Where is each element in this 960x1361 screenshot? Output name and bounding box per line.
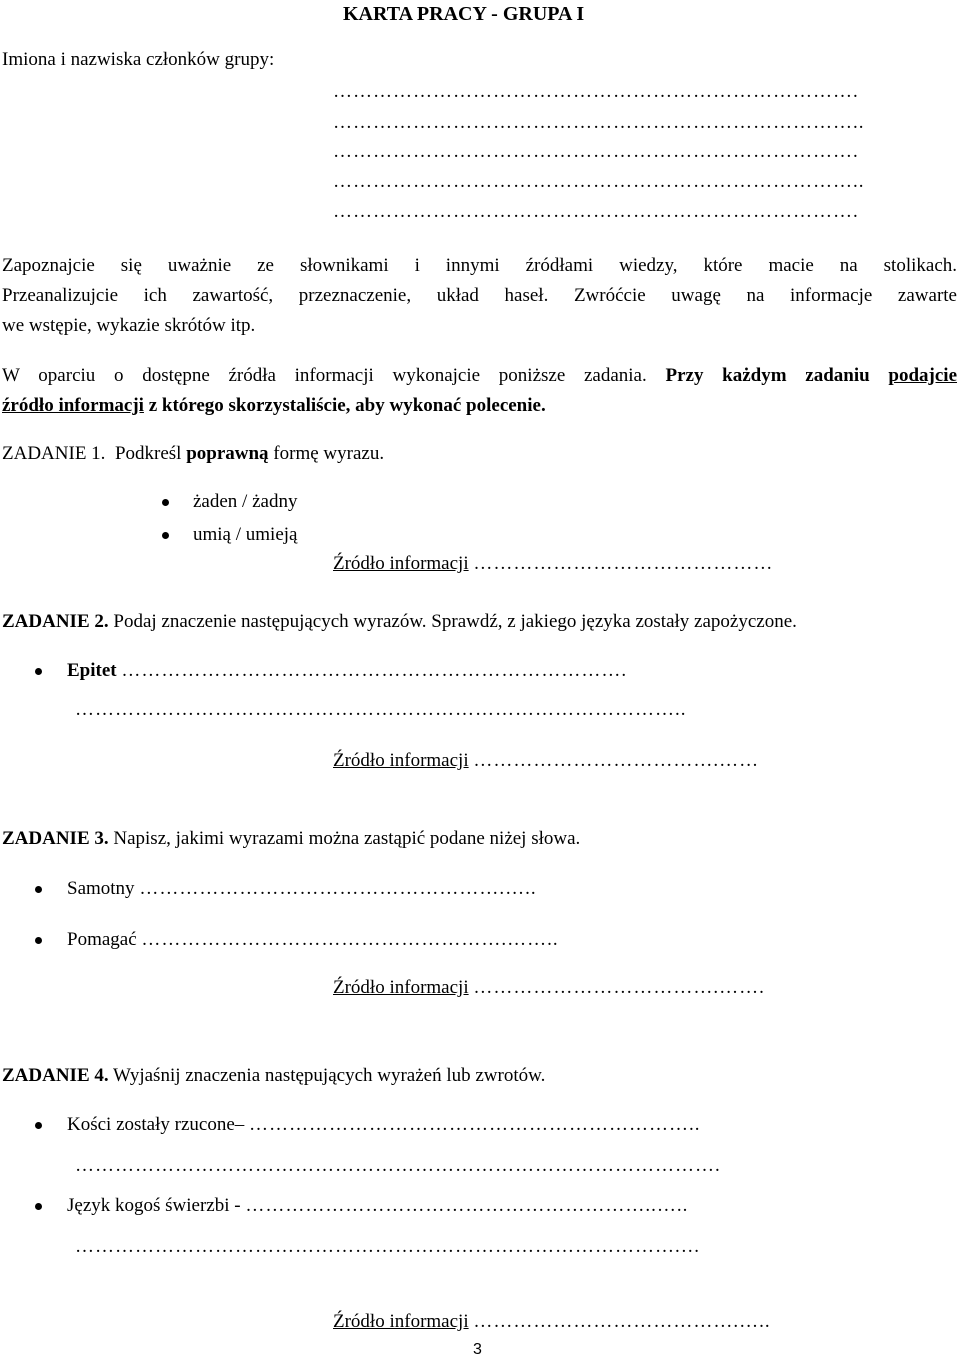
task2-text: Podaj znaczenie następujących wyrazów. Sprawdź, z jakiego języka zostały zapożyczone. xyxy=(113,611,797,632)
task2-source xyxy=(333,751,759,770)
task2-label: ZADANIE 2. xyxy=(2,611,109,632)
intro-p2-rest: z którego skorzystaliście, aby wykonać polecenie. xyxy=(143,395,546,416)
member-line-4: …………………………………………………………………….. xyxy=(333,171,865,192)
task4-item-2-line-2: ……………………………………………………………………………….… xyxy=(75,1236,701,1257)
task1-source-dots: ……………………………………… xyxy=(473,553,774,574)
task1-text-bold: poprawną xyxy=(186,443,269,464)
task3-item-2 xyxy=(67,930,559,949)
task4-heading xyxy=(2,1066,545,1085)
task3-item-2-dots: ……………………………………………….…….. xyxy=(141,929,559,950)
task1-heading xyxy=(2,444,384,463)
task2-heading xyxy=(2,612,797,631)
task2-source-label: Źródło informacji xyxy=(333,750,469,771)
intro-p1-line3: we wstępie, wykazie skrótów itp. xyxy=(2,315,256,336)
task4-source xyxy=(333,1312,771,1331)
task1-item-1: żaden / żadny xyxy=(193,491,298,512)
intro-p2-line1 xyxy=(2,366,957,385)
bullet-icon xyxy=(35,1203,42,1210)
intro-p1-line1: Zapoznajcie się uważnie ze słownikami i innymi źródłami wiedzy, które macie na stolikach. xyxy=(2,255,957,276)
intro-p2-line2 xyxy=(2,396,546,415)
task3-heading xyxy=(2,829,580,848)
task3-label: ZADANIE 3. xyxy=(2,828,109,849)
task4-item-1-line-2: ……………………………………………………………………………………. xyxy=(75,1155,721,1176)
task1-text-c: formę wyrazu. xyxy=(268,443,385,464)
task4-item-1-dots: ………………………………………………………….. xyxy=(249,1114,701,1135)
task3-item-1-word: Samotny xyxy=(67,878,135,899)
bullet-icon xyxy=(162,499,169,506)
bullet-icon xyxy=(35,668,42,675)
intro-p1-line2: Przeanalizujcie ich zawartość, przeznaczenie, układ haseł. Zwróćcie uwagę na informacje zawarte xyxy=(2,285,957,306)
task4-label: ZADANIE 4. xyxy=(2,1065,109,1086)
members-label: Imiona i nazwiska członków grupy: xyxy=(2,49,275,70)
member-line-5: ……………………………………………………………………. xyxy=(333,201,859,222)
task4-item-2 xyxy=(67,1196,688,1215)
task2-item xyxy=(67,661,627,680)
intro-p2-bold: Przy każdym zadaniu xyxy=(665,365,889,386)
task3-text: Napisz, jakimi wyrazami można zastąpić podane niżej słowa. xyxy=(113,828,581,849)
task4-source-label: Źródło informacji xyxy=(333,1311,469,1332)
member-line-3: ……………………………………………………………………. xyxy=(333,141,859,162)
task3-source-label: Źródło informacji xyxy=(333,977,469,998)
intro-p2-source-underlined: źródło informacji xyxy=(2,395,144,416)
bullet-icon xyxy=(35,886,42,893)
task2-line-2: ……………………………………………………………………………….. xyxy=(75,699,687,720)
bullet-icon xyxy=(162,532,169,539)
task1-source-label: Źródło informacji xyxy=(333,553,469,574)
task3-source xyxy=(333,978,765,997)
member-line-2: …………………………………………………………………….. xyxy=(333,112,865,133)
task4-item-1 xyxy=(67,1115,701,1134)
task4-item-2-dots: ……………………………………………………..….. xyxy=(245,1195,689,1216)
intro-p2-bold-underlined: podajcie xyxy=(888,365,958,386)
task4-source-dots: ………………………………….….. xyxy=(473,1311,771,1332)
task4-item-1-phrase: Kości zostały rzucone– xyxy=(67,1114,250,1135)
member-line-1: ……………………………………………………………………. xyxy=(333,81,859,102)
task2-item-dots: …………………………………………………………………. xyxy=(121,660,628,681)
task3-item-1 xyxy=(67,879,537,898)
bullet-icon xyxy=(35,937,42,944)
page-title: KARTA PRACY - GRUPA I xyxy=(343,3,585,25)
task1-label: ZADANIE 1. xyxy=(2,443,106,464)
task3-item-2-word: Pomagać xyxy=(67,929,137,950)
task3-source-dots: ……………………………….……. xyxy=(473,977,765,998)
task3-item-1-dots: ……………………………………………….….. xyxy=(139,878,537,899)
bullet-icon xyxy=(35,1122,42,1129)
task2-item-word: Epitet xyxy=(67,660,117,681)
task1-item-2: umią / umieją xyxy=(193,524,298,545)
task1-text-a: Podkreśl xyxy=(114,443,187,464)
task1-source xyxy=(333,554,773,573)
task4-text: Wyjaśnij znaczenia następujących wyrażeń lub zwrotów. xyxy=(113,1065,546,1086)
intro-p2-plain: W oparciu o dostępne źródła informacji wykonajcie poniższe zadania. xyxy=(2,365,666,386)
task4-item-2-phrase: Język kogoś świerzbi - xyxy=(67,1195,246,1216)
page-number: 3 xyxy=(473,1341,482,1358)
task2-source-dots: ……………………………….…… xyxy=(473,750,760,771)
